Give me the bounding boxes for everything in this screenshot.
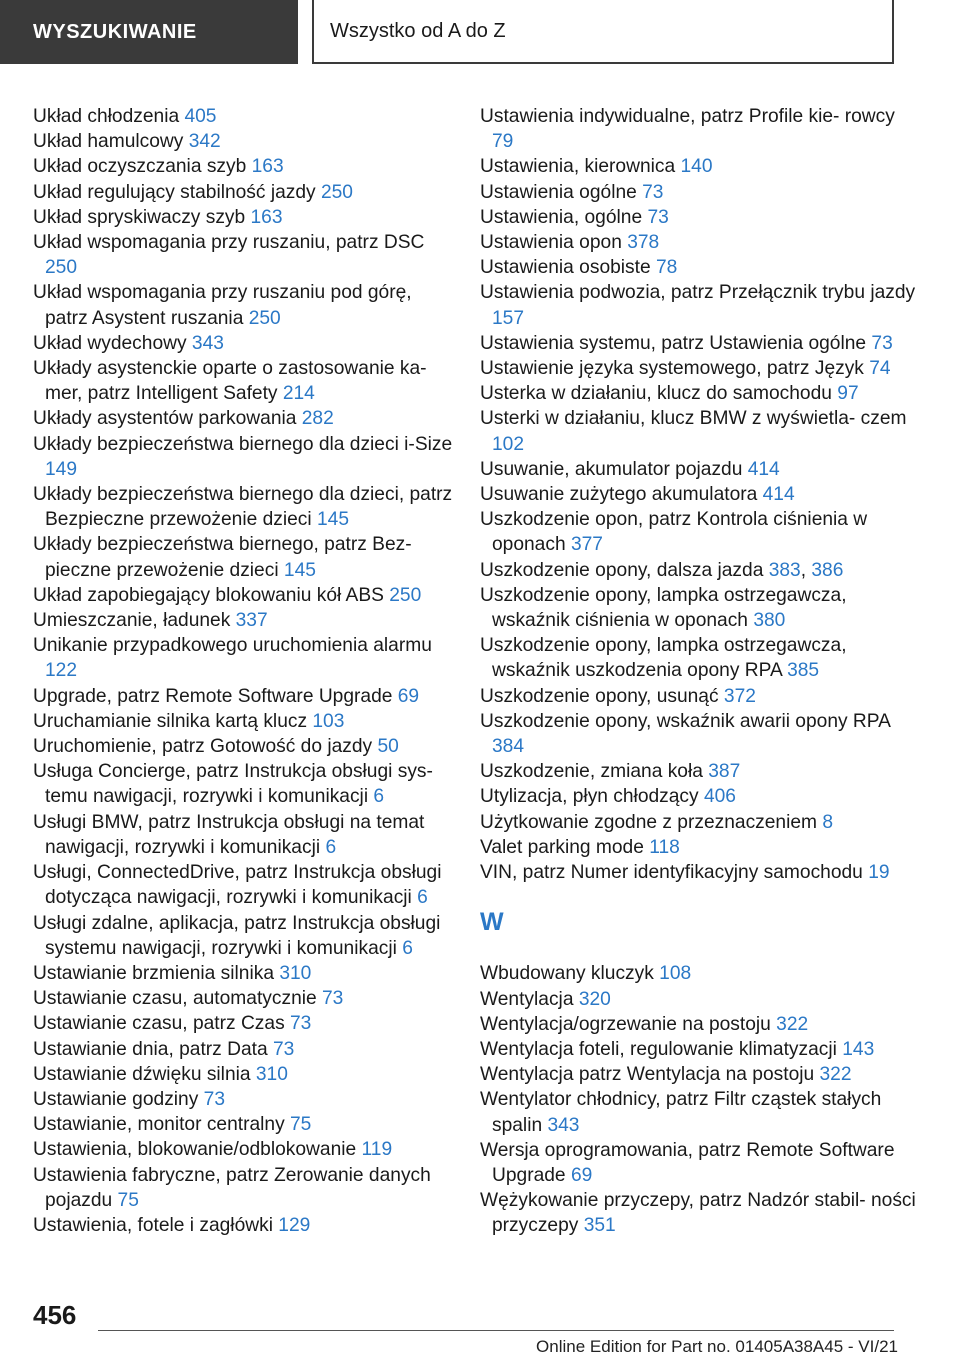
- index-term: Układy bezpieczeństwa biernego, patrz Bez- pieczne przewożenie dzieci: [33, 534, 412, 581]
- page-reference-link[interactable]: 108: [659, 963, 692, 985]
- index-term: Usługi zdalne, aplikacja, patrz Instrukcja obsługi systemu nawigacji, rozrywki i komunikacji: [33, 912, 441, 959]
- index-term: Ustawianie godziny: [33, 1088, 204, 1110]
- page-reference-link[interactable]: 322: [776, 1013, 809, 1035]
- index-entry: [33, 633, 458, 683]
- index-entry: [33, 759, 458, 809]
- index-term: Układ wspomagania przy ruszaniu pod górę, patrz Asystent ruszania: [33, 282, 412, 329]
- index-entry: [480, 154, 920, 179]
- index-term: Układ regulujący stabilność jazdy: [33, 181, 321, 203]
- index-term: Ustawianie dźwięku silnia: [33, 1063, 256, 1085]
- index-term: Układ wydechowy: [33, 332, 192, 354]
- index-term: Ustawianie czasu, automatycznie: [33, 988, 323, 1010]
- index-term: Umieszczanie, ładunek: [33, 610, 236, 632]
- page-reference-link[interactable]: 380: [753, 610, 786, 632]
- index-term: Układy bezpieczeństwa biernego dla dzieci i-Size: [33, 433, 453, 455]
- index-entry: [480, 835, 920, 860]
- index-term: Ustawienie języka systemowego, patrz Język: [480, 358, 870, 380]
- footer-divider: [98, 1330, 894, 1331]
- page-reference-link[interactable]: 145: [283, 559, 316, 581]
- index-entry: [480, 1062, 920, 1087]
- page-reference-link[interactable]: 214: [282, 383, 315, 405]
- page-reference-link[interactable]: 384: [492, 736, 525, 758]
- index-entry: [480, 583, 920, 633]
- index-entry: [480, 987, 920, 1012]
- index-entry: [480, 810, 920, 835]
- page-reference-link[interactable]: 383: [768, 559, 801, 581]
- index-entry: [480, 255, 920, 280]
- index-entry: [33, 280, 458, 330]
- index-term: Wentylacja: [480, 988, 579, 1010]
- page-reference-link[interactable]: 73: [322, 988, 344, 1010]
- page-reference-link[interactable]: 103: [312, 710, 345, 732]
- index-entry: [33, 331, 458, 356]
- index-entry: [480, 482, 920, 507]
- index-entry: [480, 507, 920, 557]
- index-entry: [480, 331, 920, 356]
- index-entry: [480, 356, 920, 381]
- index-term: Uszkodzenie, zmiana koła: [480, 761, 709, 783]
- page-reference-link[interactable]: 414: [747, 458, 780, 480]
- page-reference-link[interactable]: 163: [250, 206, 283, 228]
- index-entry: [480, 180, 920, 205]
- index-term: Układ oczyszczania szyb: [33, 156, 252, 178]
- page-number: 456: [33, 1300, 77, 1330]
- index-entry: [33, 1112, 458, 1137]
- index-entry: [480, 457, 920, 482]
- page-reference-link[interactable]: 97: [837, 383, 859, 405]
- page-reference-link[interactable]: 385: [787, 660, 820, 682]
- index-entry: Uszkodzenie opony, dalsza jazda 383, 386: [480, 559, 844, 581]
- page-reference-link[interactable]: 122: [45, 660, 78, 682]
- index-term: Układ zapobiegający blokowaniu kół ABS: [33, 584, 390, 606]
- page-reference-link[interactable]: 69: [397, 685, 420, 707]
- index-entry: [480, 784, 920, 809]
- index-entry: [33, 608, 458, 633]
- index-entry: [33, 205, 458, 230]
- index-entry: [33, 1213, 458, 1238]
- page-reference-link[interactable]: 129: [278, 1214, 311, 1236]
- index-term: Układ chłodzenia: [33, 106, 185, 127]
- page-reference-link[interactable]: 143: [842, 1038, 875, 1060]
- index-entry: [33, 709, 458, 734]
- index-term: Wentylator chłodnicy, patrz Filtr cząstek stałych spalin: [480, 1089, 882, 1136]
- index-term: VIN, patrz Numer identyfikacyjny samochodu: [480, 862, 869, 884]
- index-term: Uszkodzenie opony, dalsza jazda: [480, 559, 769, 581]
- index-term: Układy bezpieczeństwa biernego dla dzieci, patrz Bezpieczne przewożenie dzieci: [33, 484, 453, 531]
- page-reference-link[interactable]: 343: [191, 332, 224, 354]
- page-reference-link[interactable]: 414: [762, 484, 795, 506]
- index-term: Ustawienia indywidualne, patrz Profile kie- rowcy: [480, 106, 895, 127]
- page-header: [0, 0, 960, 66]
- footer-edition-text: Online Edition for Part no. 01405A38A45 - VI/21: [536, 1337, 898, 1356]
- page-reference-link[interactable]: 322: [819, 1064, 852, 1086]
- page-reference-link[interactable]: 342: [188, 131, 221, 153]
- page-reference-link[interactable]: 372: [723, 685, 756, 707]
- index-entry: [33, 860, 458, 910]
- index-term: Układ hamulcowy: [33, 131, 189, 153]
- index-entry: [33, 810, 458, 860]
- index-entry: [480, 759, 920, 784]
- index-entry: [33, 1011, 458, 1036]
- index-term: Uszkodzenie opony, usunąć: [480, 685, 724, 707]
- index-entry: [33, 684, 458, 709]
- page-reference-link[interactable]: 6: [417, 887, 428, 909]
- index-term: Ustawienia fabryczne, patrz Zerowanie danych pojazdu: [33, 1164, 431, 1211]
- index-entry: [33, 986, 458, 1011]
- index-entry: [33, 734, 458, 759]
- page-reference-link[interactable]: 6: [402, 937, 413, 959]
- index-list-w: [480, 961, 920, 1238]
- index-entry: [33, 356, 458, 406]
- index-term: Usterki w działaniu, klucz BMW z wyświetla- czem: [480, 408, 907, 430]
- index-entry: [33, 482, 458, 532]
- index-entry: [33, 1163, 458, 1213]
- page-reference-link[interactable]: 378: [627, 232, 660, 254]
- page-reference-link[interactable]: 8: [822, 811, 834, 833]
- page-reference-link[interactable]: 377: [570, 534, 603, 556]
- index-entry: [33, 1137, 458, 1162]
- index-entry: [33, 1062, 458, 1087]
- index-term: Układy asystenckie oparte o zastosowanie ka- mer, patrz Intelligent Safety: [33, 358, 427, 405]
- page-reference-link[interactable]: 75: [290, 1114, 312, 1136]
- index-letter-heading: W: [480, 908, 504, 937]
- index-entry: [33, 230, 458, 280]
- index-term: Wężykowanie przyczepy, patrz Nadzór stabil- ności przyczepy: [480, 1190, 916, 1237]
- index-term: Układ wspomagania przy ruszaniu, patrz DSC: [33, 232, 425, 254]
- index-entry: [480, 381, 920, 406]
- index-entry: [480, 1138, 920, 1188]
- index-term: Ustawienia opon: [480, 232, 628, 254]
- page-reference-link[interactable]: 406: [703, 786, 736, 808]
- page-reference-link[interactable]: 320: [578, 988, 611, 1010]
- index-list-u-v: [480, 104, 920, 885]
- index-term: Ustawianie brzmienia silnika: [33, 962, 280, 984]
- page-reference-link[interactable]: 50: [377, 736, 399, 758]
- page-reference-link[interactable]: 75: [117, 1189, 139, 1211]
- index-entry: [33, 104, 458, 129]
- index-entry: [33, 1037, 458, 1062]
- index-entry: [480, 961, 920, 986]
- page-reference-link[interactable]: 78: [655, 257, 678, 279]
- page-reference-link[interactable]: 310: [279, 962, 312, 984]
- page-reference-link[interactable]: 310: [255, 1063, 288, 1085]
- index-term: Ustawienia, fotele i zagłówki: [33, 1214, 279, 1236]
- page-reference-link[interactable]: 73: [642, 181, 664, 203]
- index-entry: [480, 1012, 920, 1037]
- index-term: Ustawienia, ogólne: [480, 206, 648, 228]
- page-reference-link[interactable]: 119: [361, 1139, 393, 1161]
- page-reference-link[interactable]: 79: [492, 131, 514, 153]
- index-term: Usuwanie, akumulator pojazdu: [480, 458, 748, 480]
- index-term: Układy asystentów parkowania: [33, 408, 302, 430]
- index-term: Uszkodzenie opony, lampka ostrzegawcza, wskaźnik uszkodzenia opony RPA: [480, 635, 847, 682]
- index-term: Uruchomienie, patrz Gotowość do jazdy: [33, 736, 378, 758]
- index-entry: [480, 406, 920, 456]
- index-term: Ustawianie dnia, patrz Data: [33, 1038, 273, 1060]
- index-entry: [480, 104, 920, 154]
- page-reference-link[interactable]: 250: [45, 257, 78, 279]
- index-entry: [33, 961, 458, 986]
- index-term: Użytkowanie zgodne z przeznaczeniem: [480, 811, 823, 833]
- section-tab: WYSZUKIWANIE: [0, 0, 298, 64]
- page-reference-link[interactable]: 6: [373, 786, 385, 808]
- index-entry: [33, 532, 458, 582]
- index-entry: [480, 684, 920, 709]
- index-term: Uszkodzenie opony, lampka ostrzegawcza, wskaźnik ciśnienia w oponach: [480, 584, 847, 632]
- page-reference-link[interactable]: 250: [248, 307, 281, 329]
- index-term: Ustawienia systemu, patrz Ustawienia ogólne: [480, 332, 872, 354]
- page-reference-link[interactable]: 351: [583, 1215, 616, 1237]
- index-column-left: [33, 104, 458, 1238]
- page-reference-link[interactable]: 387: [708, 761, 741, 783]
- index-entry: [480, 230, 920, 255]
- index-term: Ustawienia osobiste: [480, 257, 656, 279]
- page-reference-link[interactable]: 73: [290, 1013, 312, 1035]
- page-reference-link[interactable]: 6: [325, 836, 337, 858]
- index-term: Unikanie przypadkowego uruchomienia alarmu: [33, 635, 432, 657]
- index-term: Usługa Concierge, patrz Instrukcja obsługi sys- temu nawigacji, rozrywki i komunikacji: [33, 761, 433, 808]
- index-entry: [480, 860, 920, 885]
- index-term: Valet parking mode: [480, 836, 650, 858]
- index-term: Uszkodzenie opon, patrz Kontrola ciśnienia w oponach: [480, 509, 868, 556]
- page-reference-link[interactable]: 163: [251, 156, 284, 178]
- index-term: Wersja oprogramowania, patrz Remote Software Upgrade: [480, 1139, 895, 1186]
- page-reference-link[interactable]: 386: [811, 559, 844, 581]
- index-entry: [480, 709, 920, 759]
- page-reference-link[interactable]: 282: [301, 408, 334, 430]
- page-reference-link[interactable]: 118: [649, 836, 680, 858]
- page-reference-link[interactable]: 157: [492, 307, 525, 329]
- page-reference-link[interactable]: 102: [492, 433, 525, 455]
- page-reference-link[interactable]: 73: [647, 206, 669, 228]
- page-reference-link[interactable]: 337: [235, 610, 268, 632]
- index-term: Ustawienia podwozia, patrz Przełącznik trybu jazdy: [480, 282, 916, 304]
- page-reference-link[interactable]: 140: [680, 156, 713, 178]
- page-reference-link[interactable]: 73: [203, 1088, 225, 1110]
- page-reference-link[interactable]: 343: [547, 1114, 580, 1136]
- index-term: Wentylacja/ogrzewanie na postoju: [480, 1013, 777, 1035]
- index-term: Ustawianie czasu, patrz Czas: [33, 1013, 290, 1035]
- index-term: Ustawienia, kierownica: [480, 156, 681, 178]
- index-entry: [33, 432, 458, 482]
- index-entry: [480, 633, 920, 683]
- index-term: Wentylacja patrz Wentylacja na postoju: [480, 1064, 820, 1086]
- index-term: Uruchamianie silnika kartą klucz: [33, 710, 313, 732]
- breadcrumb: Wszystko od A do Z: [312, 0, 894, 64]
- index-entry: [480, 1037, 920, 1062]
- index-term: Wentylacja foteli, regulowanie klimatyzacji: [480, 1038, 843, 1060]
- index-term: Usługi, ConnectedDrive, patrz Instrukcja obsługi dotycząca nawigacji, rozrywki i komunikacji: [33, 862, 442, 909]
- index-term: Uszkodzenie opony, wskaźnik awarii opony RPA: [480, 710, 890, 732]
- index-entry: [33, 406, 458, 431]
- index-entry: [33, 129, 458, 154]
- index-term: Utylizacja, płyn chłodzący: [480, 786, 704, 808]
- index-term: Ustawienia, blokowanie/odblokowanie: [33, 1139, 362, 1161]
- index-term: Wbudowany kluczyk: [480, 963, 660, 985]
- index-entry: [33, 154, 458, 179]
- index-term: Usterka w działaniu, klucz do samochodu: [480, 383, 838, 405]
- page-reference-link[interactable]: 19: [868, 862, 890, 884]
- index-entry: [33, 911, 458, 961]
- index-term: Usługi BMW, patrz Instrukcja obsługi na temat nawigacji, rozrywki i komunikacji: [33, 811, 425, 858]
- page-reference-link[interactable]: 73: [871, 332, 893, 354]
- page-reference-link[interactable]: 250: [389, 584, 422, 606]
- page-reference-link[interactable]: 145: [316, 509, 349, 531]
- index-entry: [480, 1087, 920, 1137]
- index-entry: [480, 280, 920, 330]
- index-term: Ustawienia ogólne: [480, 181, 643, 203]
- index-term: Układ spryskiwaczy szyb: [33, 206, 251, 228]
- page-reference-link[interactable]: 74: [869, 358, 891, 380]
- index-term: Upgrade, patrz Remote Software Upgrade: [33, 685, 398, 707]
- page-reference-link[interactable]: 69: [570, 1164, 593, 1186]
- index-entry: [33, 180, 458, 205]
- page-reference-link[interactable]: 250: [320, 181, 353, 203]
- index-term: Ustawianie, monitor centralny: [33, 1114, 291, 1136]
- index-entry: [33, 583, 458, 608]
- page-reference-link[interactable]: 149: [45, 458, 78, 480]
- page-reference-link[interactable]: 405: [184, 106, 217, 127]
- index-term: Usuwanie zużytego akumulatora: [480, 484, 763, 506]
- page-reference-link[interactable]: 73: [272, 1038, 295, 1060]
- index-entry: [480, 1188, 920, 1238]
- index-entry: [480, 205, 920, 230]
- index-entry: [33, 1087, 458, 1112]
- index-column-right: [480, 104, 920, 1239]
